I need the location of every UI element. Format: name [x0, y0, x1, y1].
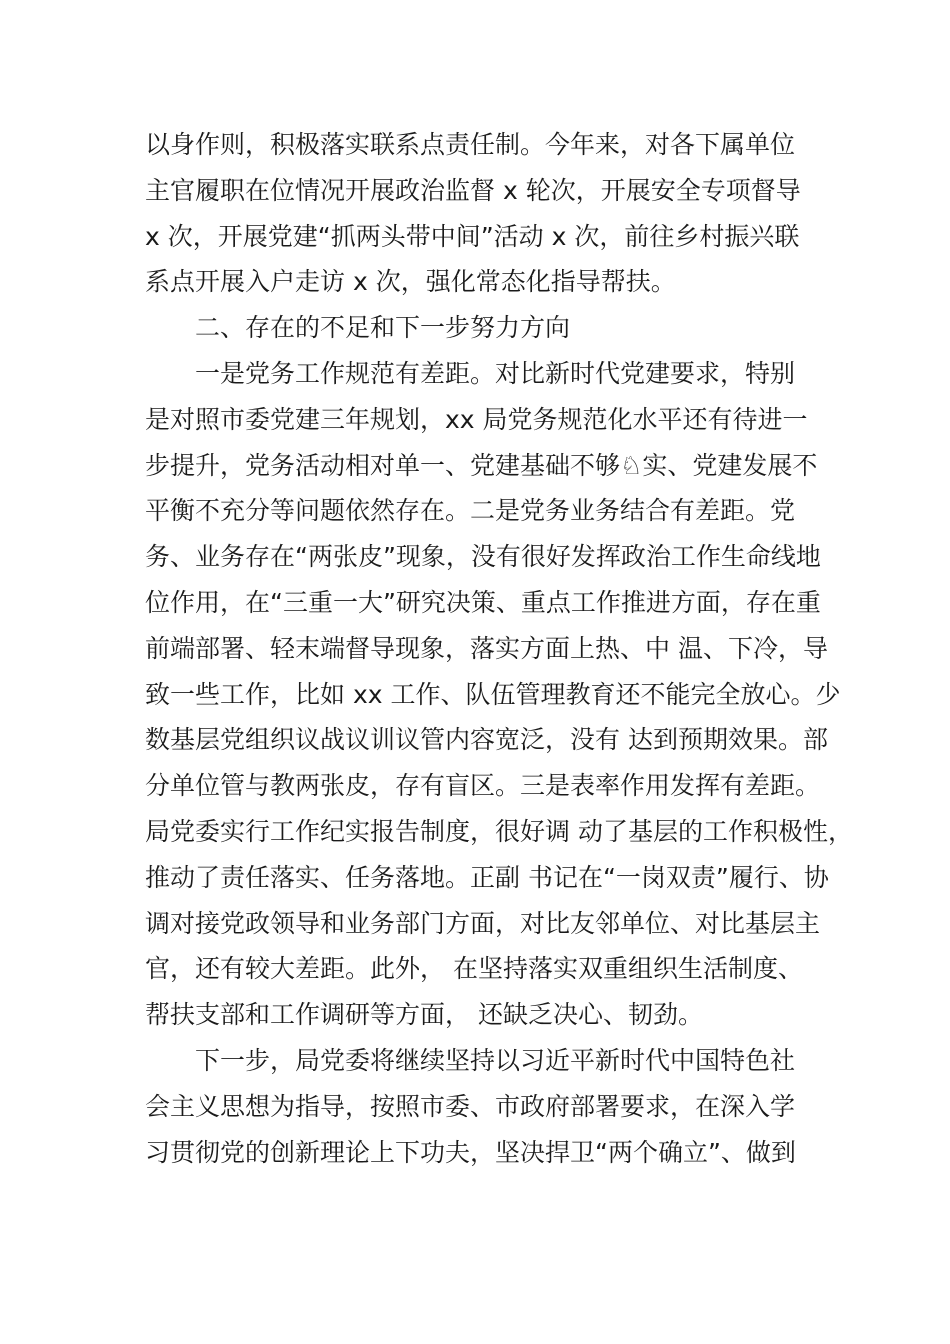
text-line: 局党委实行工作纪实报告制度，很好调 动了基层的工作积极性，: [145, 816, 853, 846]
text-line: 数基层党组织议战议训议管内容宽泛，没有 达到预期效果。部: [145, 725, 828, 755]
text-line: 帮扶支部和工作调研等方面， 还缺乏决心、韧劲。: [145, 1000, 703, 1030]
text-line: 是对照市委党建三年规划，xx 局党务规范化水平还有待进一: [145, 404, 808, 434]
text-line: 位作用，在“三重一大”研究决策、重点工作推进方面，存在重: [145, 587, 821, 617]
text-line: 调对接党政领导和业务部门方面，对比友邻单位、对比基层主: [145, 908, 821, 938]
text-line: 推动了责任落实、任务落地。正副 书记在“一岗双责”履行、协: [145, 862, 829, 892]
text-line: 主官履职在位情况开展政治监督 x 轮次，开展安全专项督导: [145, 175, 801, 205]
section-heading: 二、存在的不足和下一步努力方向: [195, 313, 571, 343]
text-line: 务、业务存在“两张皮”现象，没有很好发挥政治工作生命线地: [145, 542, 821, 572]
text-line: x 次，开展党建“抓两头带中间”活动 x 次，前往乡村振兴联: [145, 221, 800, 251]
text-line: 以身作则，积极落实联系点责任制。今年来，对各下属单位: [145, 130, 796, 159]
text-line: 下一步，局党委将继续坚持以习近平新时代中国特色社: [195, 1045, 796, 1075]
text-line: 前端部署、轻末端督导现象，落实方面上热、中 温、下冷，导: [145, 633, 828, 663]
document-body: [145, 122, 853, 1175]
text-line: 分单位管与教两张皮，存有盲区。三是表率作用发挥有差距。: [145, 771, 821, 801]
text-line: 致一些工作，比如 xx 工作、队伍管理教育还不能完全放心。少: [145, 679, 841, 709]
text-line: 一是党务工作规范有差距。对比新时代党建要求，特别: [195, 358, 796, 388]
text-line: 系点开展入户走访 x 次，强化常态化指导帮扶。: [145, 267, 676, 297]
text-line: 官，还有较大差距。此外， 在坚持落实双重组织生活制度、: [145, 954, 803, 984]
text-line: 平衡不充分等问题依然存在。二是党务业务结合有差距。党: [145, 496, 796, 526]
text-line: 会主义思想为指导，按照市委、市政府部署要求，在深入学: [145, 1091, 796, 1121]
text-line: 步提升，党务活动相对单一、党建基础不够♘实、党建发展不: [145, 450, 818, 480]
text-line: 习贯彻党的创新理论上下功夫，坚决捍卫“两个确立”、做到: [145, 1137, 796, 1167]
